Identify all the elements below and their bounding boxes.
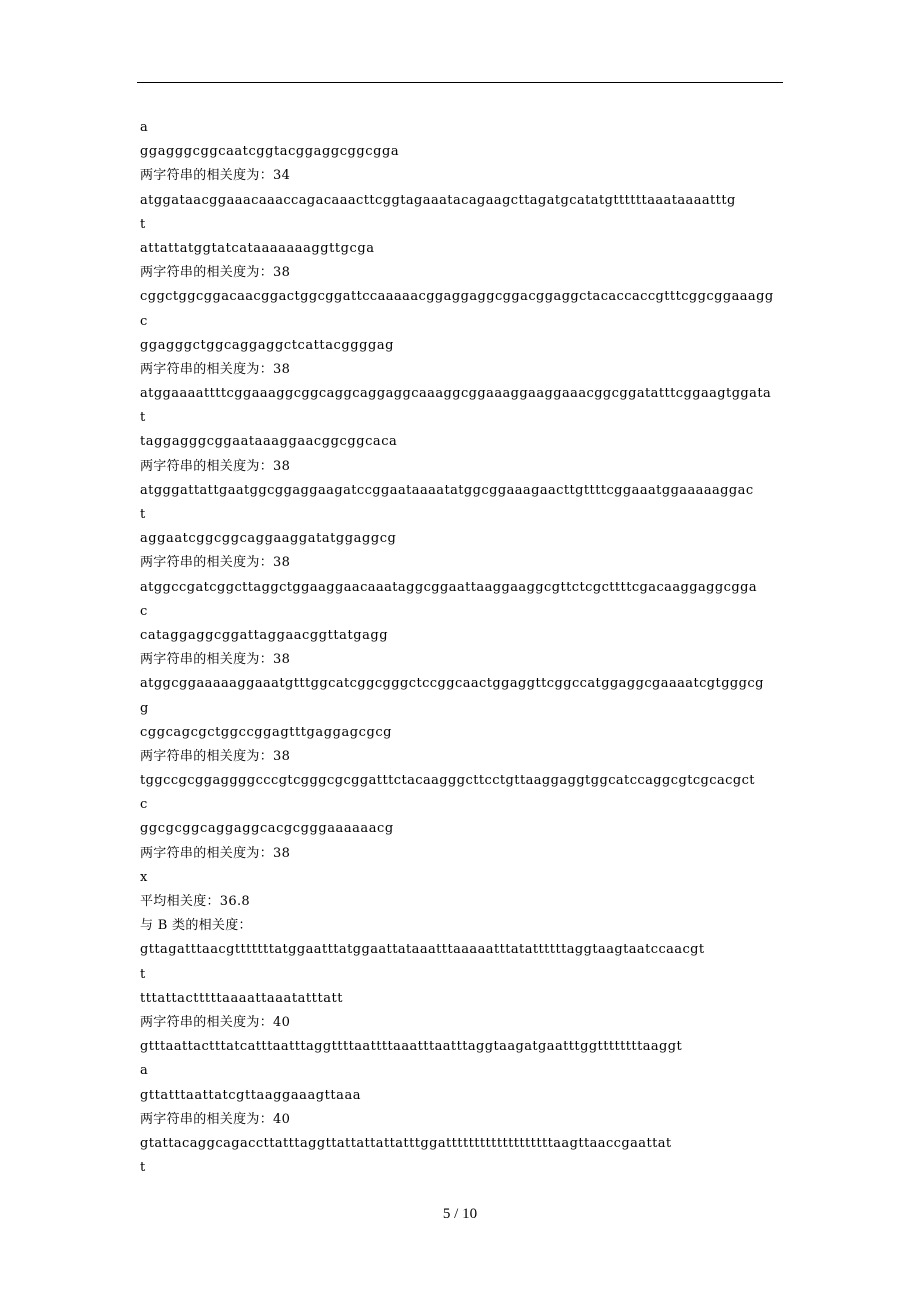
sequence-line: c <box>140 603 148 619</box>
sequence-line: gttatttaattatcgttaaggaaagttaaa <box>140 1087 362 1103</box>
sequence-line: atggccgatcggcttaggctggaaggaacaaataggcggaattaaggaaggcgttctcgcttttcgacaaggaggcgga <box>140 579 757 595</box>
sequence-line: attattatggtatcataaaaaaaggttgcga <box>140 240 375 256</box>
header-rule <box>137 82 783 83</box>
sequence-line: atggcggaaaaaggaaatgtttggcatcggcgggctccggcaactggaggttcggccatggaggcgaaaatcgtgggcg <box>140 676 764 692</box>
sequence-line: c <box>140 313 148 329</box>
text-line: 两字符串的相关度为：38 <box>140 555 291 571</box>
page-number: 5 / 10 <box>442 1206 478 1222</box>
text-line: 两字符串的相关度为：38 <box>140 748 291 764</box>
sequence-line: gtttaattactttatcatttaatttaggttttaattttaaatttaatttaggtaagatgaatttggttttttttaaggt <box>140 1039 683 1055</box>
sequence-line: atggataacggaaacaaaccagacaaacttcggtagaaatacagaagcttagatgcatatgttttttaaataaaatttg <box>140 192 736 208</box>
sequence-line: taggagggcggaataaaggaacggcggcaca <box>140 434 398 450</box>
sequence-line: t <box>140 507 146 522</box>
sequence-line: t <box>140 1160 146 1176</box>
text-line: 两字符串的相关度为：38 <box>140 652 291 668</box>
sequence-line: gtattacaggcagaccttatttaggttattattattatttggatttttttttttttttttttaagttaaccgaattat <box>140 1135 672 1151</box>
text-line: 两字符串的相关度为：38 <box>140 845 291 861</box>
text-line: 两字符串的相关度为：38 <box>140 458 291 474</box>
text-line: 两字符串的相关度为：34 <box>140 168 291 184</box>
sequence-line: t <box>140 966 146 982</box>
text-line: 两字符串的相关度为：40 <box>140 1014 291 1030</box>
sequence-line: tggccgcggaggggcccgtcgggcgcggatttctacaagggcttcctgttaaggaggtggcatccaggcgtcgcacgct <box>140 773 755 789</box>
sequence-line: x <box>140 869 148 885</box>
sequence-line: a <box>140 1063 149 1079</box>
sequence-line: cataggaggcggattaggaacggttatgagg <box>140 627 389 643</box>
sequence-line: atgggattattgaatggcggaggaagatccggaataaaatatggcggaaagaacttgttttcggaaatggaaaaaggac <box>140 482 754 498</box>
document-body <box>140 116 786 1180</box>
text-line: 平均相关度：36.8 <box>140 894 250 909</box>
text-line: 两字符串的相关度为：38 <box>140 361 291 377</box>
text-line: 两字符串的相关度为：38 <box>140 265 291 281</box>
sequence-line: gttagatttaacgtttttttatggaatttatggaattataaatttaaaaatttatattttttaggtaagtaatccaacgt <box>140 942 705 958</box>
text-line: 两字符串的相关度为：40 <box>140 1111 291 1127</box>
sequence-line: t <box>140 410 146 426</box>
text-line: 与 B 类的相关度： <box>140 918 252 934</box>
sequence-line: g <box>140 700 149 716</box>
sequence-line: a <box>140 120 149 135</box>
sequence-line: cggctggcggacaacggactggcggattccaaaaacggaggaggcggacggaggctacaccaccgtttcggcggaaagg <box>140 289 774 305</box>
sequence-line: ggagggctggcaggaggctcattacggggag <box>140 337 395 353</box>
sequence-line: aggaatcggcggcaggaaggatatggaggcg <box>140 531 397 547</box>
sequence-line: ggcgcggcaggaggcacgcgggaaaaaacg <box>140 821 394 837</box>
sequence-line: t <box>140 216 146 232</box>
sequence-line: atggaaaattttcggaaaggcggcaggcaggaggcaaaggcggaaaggaaggaaacggcggatatttcggaagtggata <box>140 386 772 402</box>
sequence-line: tttattactttttaaaattaaatatttatt <box>140 990 344 1006</box>
sequence-line: cggcagcgctggccggagtttgaggagcgcg <box>140 724 393 740</box>
sequence-line: ggagggcggcaatcggtacggaggcggcgga <box>140 144 400 160</box>
sequence-line: c <box>140 797 148 813</box>
